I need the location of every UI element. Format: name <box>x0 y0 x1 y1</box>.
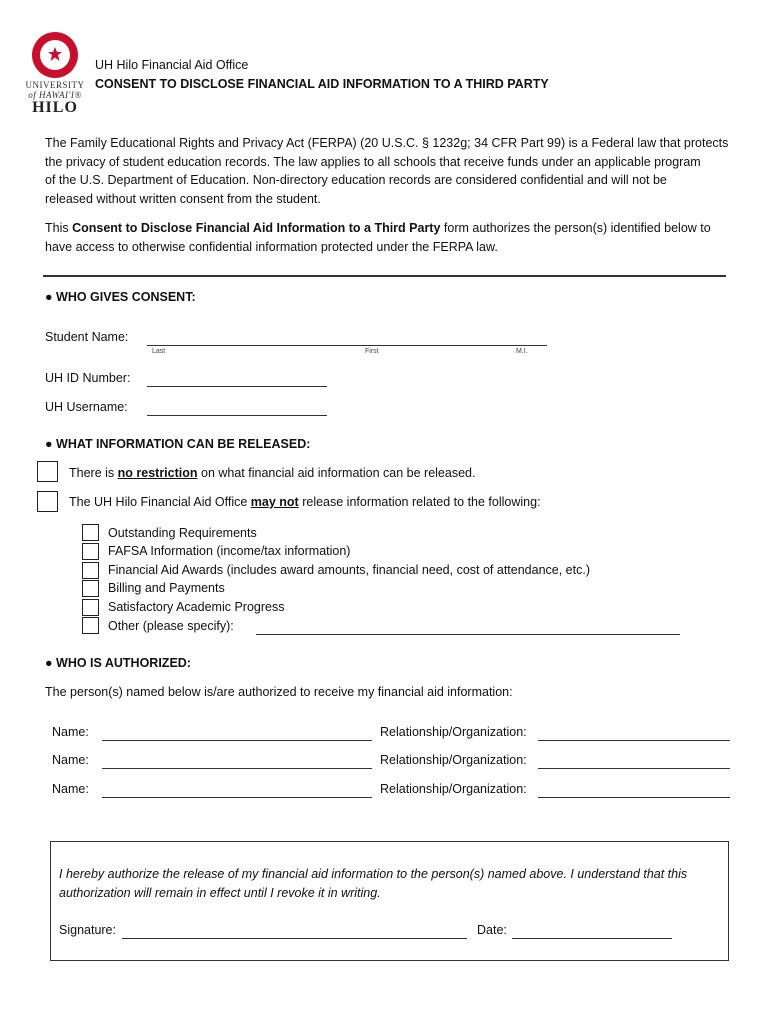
office-name: UH Hilo Financial Aid Office <box>95 58 249 72</box>
list-item: Other (please specify): <box>108 619 234 633</box>
consent-heading: ● WHO GIVES CONSENT: <box>45 290 196 304</box>
other-checkbox[interactable] <box>82 617 99 634</box>
list-item: Outstanding Requirements <box>108 526 257 540</box>
relationship-label: Relationship/Organization: <box>380 782 527 796</box>
relationship-label: Relationship/Organization: <box>380 753 527 767</box>
no-restriction-checkbox[interactable] <box>37 461 58 482</box>
academic-progress-checkbox[interactable] <box>82 599 99 616</box>
restricted-checkbox[interactable] <box>37 491 58 512</box>
authorized-name-2-field[interactable] <box>102 768 372 769</box>
relationship-3-field[interactable] <box>538 797 730 798</box>
ferpa-paragraph: The Family Educational Rights and Privacy Act (FERPA) (20 U.S.C. § 1232g; 34 CFR Part 99) is a Federal law that protects the privacy of student education records. The law applies to all schools that receive funds under an applicable program of the U.S. Department of Education. Non-directory education records are considered confidential and will not be released without written consent from the student. <box>45 136 729 206</box>
student-name-field[interactable] <box>147 345 547 346</box>
restricted-label: The UH Hilo Financial Aid Office may not release information related to the following: <box>69 495 541 509</box>
list-item: Financial Aid Awards (includes award amounts, financial need, cost of attendance, etc.) <box>108 563 590 577</box>
list-item: Billing and Payments <box>108 581 225 595</box>
middle-initial-caption: M.I. <box>516 348 528 355</box>
authorized-intro: The person(s) named below is/are authorized to receive my financial aid information: <box>45 685 513 699</box>
fafsa-information-checkbox[interactable] <box>82 543 99 560</box>
date-label: Date: <box>477 923 507 937</box>
signature-field[interactable] <box>122 938 467 939</box>
form-title: CONSENT TO DISCLOSE FINANCIAL AID INFORMATION TO A THIRD PARTY <box>95 77 549 91</box>
name-label: Name: <box>52 725 89 739</box>
no-restriction-label: There is no restriction on what financial aid information can be released. <box>69 466 476 480</box>
outstanding-requirements-checkbox[interactable] <box>82 524 99 541</box>
uh-id-field[interactable] <box>147 386 327 387</box>
seal-emblem-icon <box>47 46 63 62</box>
authorized-heading: ● WHO IS AUTHORIZED: <box>45 656 191 670</box>
uh-username-field[interactable] <box>147 415 327 416</box>
list-item: Satisfactory Academic Progress <box>108 600 285 614</box>
relationship-label: Relationship/Organization: <box>380 725 527 739</box>
name-label: Name: <box>52 753 89 767</box>
last-name-caption: Last <box>152 348 166 355</box>
list-item: FAFSA Information (income/tax information) <box>108 544 351 558</box>
consent-paragraph: This Consent to Disclose Financial Aid Information to a Third Party form authorizes the person(s) identified below to have access to otherwise confidential information protected under the FERPA law. <box>45 221 711 254</box>
student-name-label: Student Name: <box>45 330 129 344</box>
campus-wordmark: HILO <box>32 99 78 116</box>
university-wordmark: UNIVERSITY of HAWAI'I® <box>25 80 85 100</box>
relationship-2-field[interactable] <box>538 768 730 769</box>
uh-id-label: UH ID Number: <box>45 371 131 385</box>
relationship-1-field[interactable] <box>538 740 730 741</box>
other-specify-field[interactable] <box>256 634 680 635</box>
name-label: Name: <box>52 782 89 796</box>
authorized-name-3-field[interactable] <box>102 797 372 798</box>
signature-label: Signature: <box>59 923 116 937</box>
section-divider <box>43 275 726 277</box>
first-name-caption: First <box>365 348 379 355</box>
authorized-name-1-field[interactable] <box>102 740 372 741</box>
uh-username-label: UH Username: <box>45 400 128 414</box>
billing-payments-checkbox[interactable] <box>82 580 99 597</box>
authorization-statement: I hereby authorize the release of my financial aid information to the person(s) named above. I understand that this authorization will remain in effect until I revoke it in writing. <box>59 867 688 900</box>
financial-aid-awards-checkbox[interactable] <box>82 562 99 579</box>
release-heading: ● WHAT INFORMATION CAN BE RELEASED: <box>45 437 311 451</box>
date-field[interactable] <box>512 938 672 939</box>
